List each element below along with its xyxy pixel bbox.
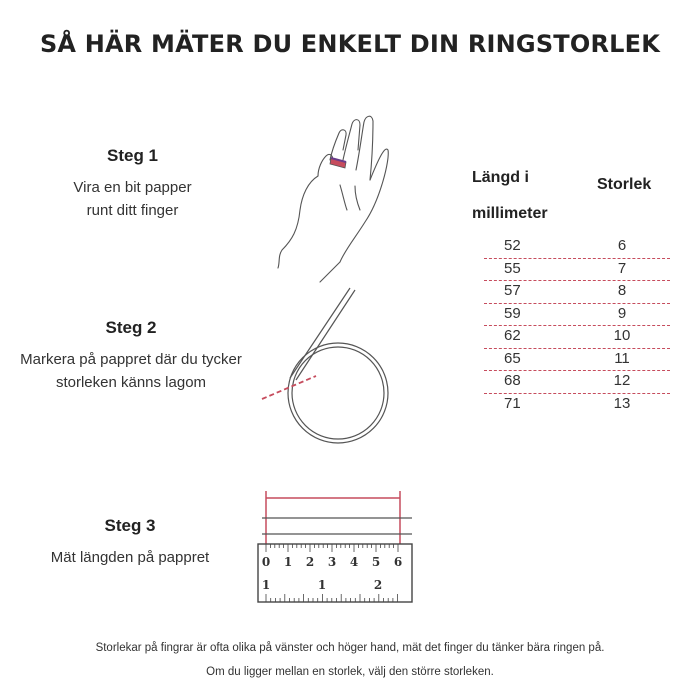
step-2-text-line1: Markera på pappret där du tycker: [20, 351, 242, 368]
paper-loop-icon: [288, 288, 388, 443]
step-2-heading: Steg 2: [105, 318, 157, 337]
size-table: [484, 236, 670, 415]
ruler-label: 0: [261, 555, 271, 569]
table-cell-mm: 71: [504, 394, 521, 412]
step-3-text: Mät längden på pappret: [50, 549, 210, 566]
table-cell-size: 7: [617, 259, 627, 277]
table-cell-size: 13: [613, 394, 631, 412]
mark-line: [262, 376, 316, 399]
table-header-mm-line2: millimeter: [472, 205, 548, 222]
page-title: SÅ HÄR MÄTER DU ENKELT DIN RINGSTORLEK: [39, 30, 661, 58]
table-cell-mm: 65: [504, 349, 521, 367]
table-header-mm-line1: Längd i: [472, 169, 529, 186]
ruler-label: 1: [261, 578, 271, 592]
step-3-heading: Steg 3: [104, 516, 156, 535]
table-cell-size: 6: [617, 237, 627, 254]
table-row: [484, 304, 670, 327]
table-cell-mm: 68: [504, 372, 521, 389]
table-cell-size: 11: [614, 349, 630, 367]
ruler-label: 3: [327, 555, 337, 569]
table-cell-size: 10: [613, 327, 631, 344]
table-row: [484, 236, 670, 259]
table-cell-size: 12: [613, 372, 631, 389]
table-header-mm: [472, 160, 562, 232]
ruler-label: 1: [317, 578, 327, 592]
table-row: [484, 326, 670, 349]
table-row: [484, 281, 670, 304]
table-cell-size: 9: [617, 304, 627, 322]
step-1-heading: Steg 1: [106, 146, 159, 165]
table-cell-size: 8: [617, 282, 627, 299]
ruler-label: 5: [371, 555, 381, 569]
table-cell-mm: 59: [504, 304, 521, 322]
table-row: [484, 371, 670, 394]
table-row: [484, 259, 670, 282]
ruler-label: 6: [393, 555, 403, 569]
ruler-label: 2: [373, 578, 383, 592]
table-row: [484, 349, 670, 372]
table-row: [484, 394, 670, 416]
table-cell-mm: 57: [504, 282, 521, 299]
ruler-label: 4: [349, 555, 359, 569]
table-cell-mm: 52: [504, 237, 521, 254]
step-1-text-line1: Vira en bit papper: [73, 179, 192, 196]
ruler-icon: [258, 544, 412, 602]
table-cell-mm: 62: [504, 327, 521, 344]
ruler-label: 1: [283, 555, 293, 569]
step-2-text-line2: storleken känns lagom: [55, 374, 207, 391]
ruler-label: 2: [305, 555, 315, 569]
table-cell-mm: 55: [504, 259, 521, 277]
step-1-text-line2: runt ditt finger: [86, 202, 179, 219]
footer-note-1: Storlekar på fingrar är ofta olika på vänster och höger hand, mät det finger du tänker bära ringen på.: [95, 642, 605, 654]
hand-icon: [278, 116, 388, 282]
paper-strip-icon: [262, 518, 412, 534]
table-header-size: Storlek: [597, 176, 652, 193]
footer-note-2: Om du ligger mellan en storlek, välj den större storleken.: [206, 666, 494, 678]
